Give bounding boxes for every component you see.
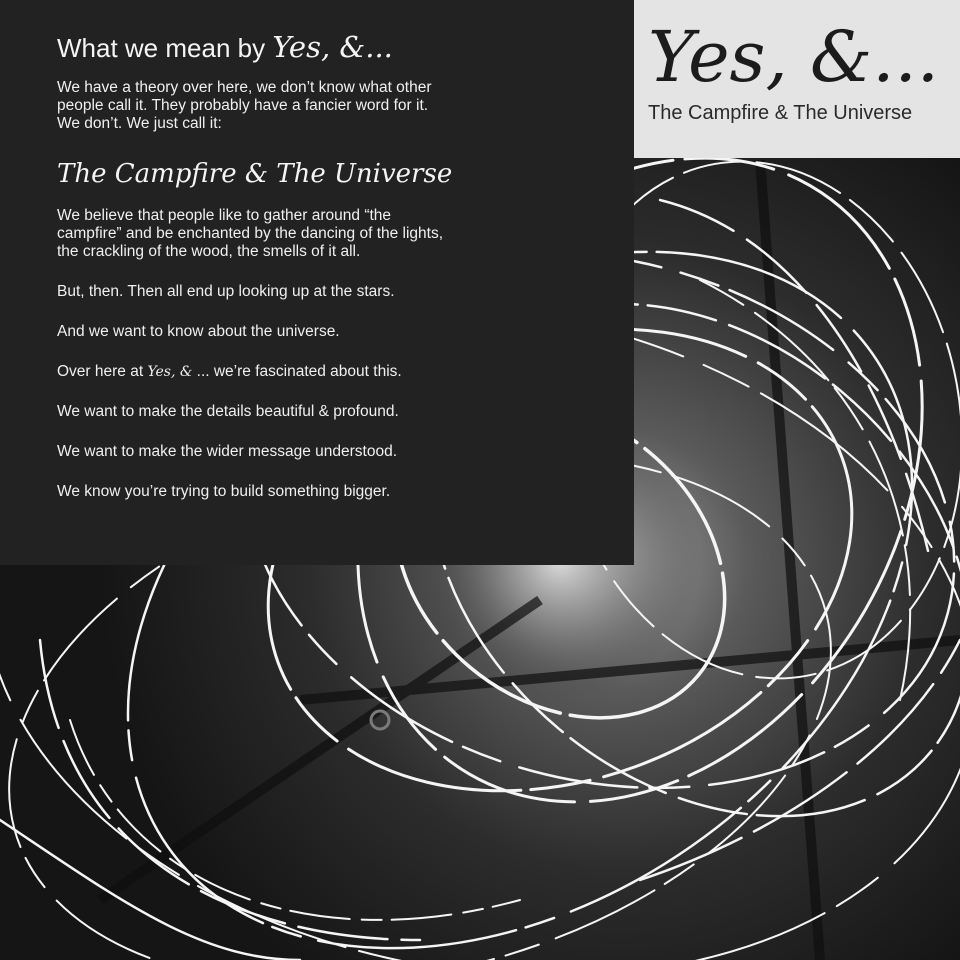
brand-title: Yes, &... — [648, 16, 940, 98]
theory-name-heading: The Campfire & The Universe — [57, 159, 453, 189]
inline-brand: Yes, & — [147, 364, 193, 380]
brand-panel — [634, 0, 960, 158]
brand-tagline: The Campfire & The Universe — [648, 102, 913, 124]
heading-prefix: What we mean by — [57, 33, 273, 63]
manifesto-heading — [57, 28, 634, 67]
fascinated-prefix: Over here at — [57, 363, 148, 380]
details-paragraph: We want to make the details beautiful & profound. — [57, 403, 399, 420]
stars-paragraph: But, then. Then all end up looking up at the stars. — [57, 283, 395, 300]
intro-paragraph: We have a theory over here, we don’t know what other people call it. They probably have a fancier word for it. We don’t. We just call it: — [57, 79, 432, 132]
fascinated-suffix: ... we’re fascinated about this. — [192, 363, 402, 380]
universe-paragraph: And we want to know about the universe. — [57, 323, 340, 340]
message-paragraph: We want to make the wider message understood. — [57, 443, 398, 460]
heading-brand: Yes, &... — [272, 30, 393, 64]
belief-paragraph: We believe that people like to gather around “the campfire” and be enchanted by the dancing of the lights, the crackling of the wood, the smells of it all. — [57, 207, 444, 260]
bigger-paragraph: We know you’re trying to build something bigger. — [57, 483, 391, 500]
fascinated-paragraph — [57, 363, 634, 381]
manifesto-panel — [0, 0, 634, 565]
